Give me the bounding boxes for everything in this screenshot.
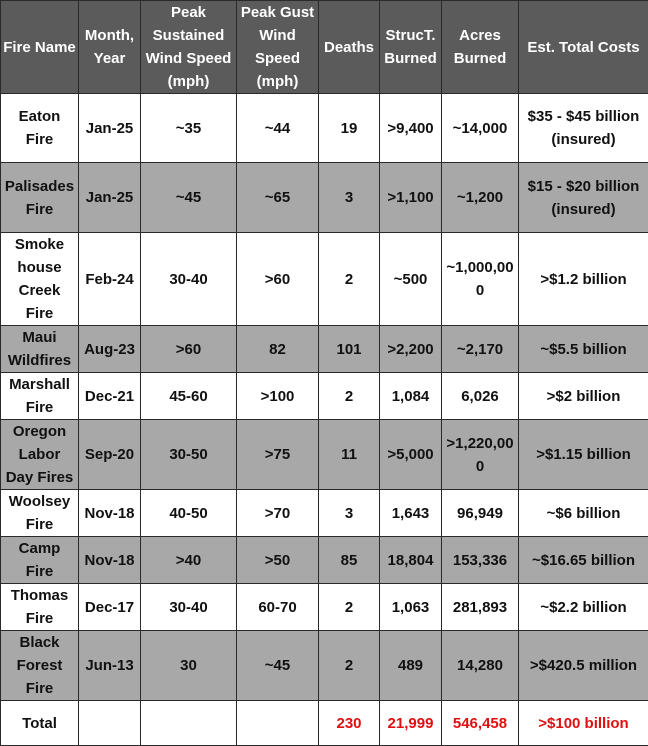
empty-cell — [79, 701, 141, 746]
fire-name-cell: Oregon Labor Day Fires — [1, 420, 79, 490]
sustained-wind-cell: ~45 — [141, 163, 237, 233]
cost-cell: $35 - $45 billion (insured) — [519, 94, 648, 163]
header-structures-burned: StrucT. Burned — [380, 1, 442, 94]
fire-name-cell: Smoke house Creek Fire — [1, 233, 79, 326]
structures-cell: >9,400 — [380, 94, 442, 163]
structures-cell: >1,100 — [380, 163, 442, 233]
deaths-cell: 3 — [319, 490, 380, 537]
cost-cell: $15 - $20 billion (insured) — [519, 163, 648, 233]
structures-cell: 1,063 — [380, 584, 442, 631]
structures-cell: >5,000 — [380, 420, 442, 490]
acres-cell: 281,893 — [442, 584, 519, 631]
structures-cell: 489 — [380, 631, 442, 701]
acres-cell: ~1,200 — [442, 163, 519, 233]
acres-cell: 96,949 — [442, 490, 519, 537]
date-cell: Jan-25 — [79, 163, 141, 233]
table-row — [1, 373, 648, 420]
gust-wind-cell: ~65 — [237, 163, 319, 233]
sustained-wind-cell: 40-50 — [141, 490, 237, 537]
header-month-year: Month, Year — [79, 1, 141, 94]
cost-cell: ~$2.2 billion — [519, 584, 648, 631]
table-row — [1, 537, 648, 584]
acres-cell: 14,280 — [442, 631, 519, 701]
cost-cell: >$1.15 billion — [519, 420, 648, 490]
table-row — [1, 163, 648, 233]
sustained-wind-cell: 30-40 — [141, 584, 237, 631]
empty-cell — [141, 701, 237, 746]
acres-cell: 153,336 — [442, 537, 519, 584]
sustained-wind-cell: 45-60 — [141, 373, 237, 420]
date-cell: Jan-25 — [79, 94, 141, 163]
acres-cell: ~1,000,000 — [442, 233, 519, 326]
fire-name-cell: Camp Fire — [1, 537, 79, 584]
sustained-wind-cell: 30-50 — [141, 420, 237, 490]
cost-cell: ~$16.65 billion — [519, 537, 648, 584]
structures-cell: 1,643 — [380, 490, 442, 537]
deaths-cell: 19 — [319, 94, 380, 163]
sustained-wind-cell: 30 — [141, 631, 237, 701]
cost-cell: >$1.2 billion — [519, 233, 648, 326]
header-fire-name: Fire Name — [1, 1, 79, 94]
table-row — [1, 490, 648, 537]
table-row — [1, 233, 648, 326]
deaths-cell: 85 — [319, 537, 380, 584]
sustained-wind-cell: ~35 — [141, 94, 237, 163]
gust-wind-cell: 82 — [237, 326, 319, 373]
structures-cell: ~500 — [380, 233, 442, 326]
acres-cell: ~14,000 — [442, 94, 519, 163]
deaths-cell: 2 — [319, 373, 380, 420]
cost-cell: >$2 billion — [519, 373, 648, 420]
header-deaths: Deaths — [319, 1, 380, 94]
date-cell: Nov-18 — [79, 490, 141, 537]
total-cost: >$100 billion — [519, 701, 648, 746]
sustained-wind-cell: >40 — [141, 537, 237, 584]
structures-cell: 18,804 — [380, 537, 442, 584]
header-peak-gust: Peak Gust Wind Speed (mph) — [237, 1, 319, 94]
fire-name-cell: Thomas Fire — [1, 584, 79, 631]
deaths-cell: 101 — [319, 326, 380, 373]
date-cell: Jun-13 — [79, 631, 141, 701]
table-row — [1, 326, 648, 373]
structures-cell: >2,200 — [380, 326, 442, 373]
date-cell: Aug-23 — [79, 326, 141, 373]
date-cell: Dec-17 — [79, 584, 141, 631]
deaths-cell: 2 — [319, 584, 380, 631]
gust-wind-cell: >70 — [237, 490, 319, 537]
header-row — [1, 1, 648, 94]
date-cell: Feb-24 — [79, 233, 141, 326]
total-structures: 21,999 — [380, 701, 442, 746]
table-row — [1, 94, 648, 163]
table-row — [1, 584, 648, 631]
deaths-cell: 3 — [319, 163, 380, 233]
acres-cell: 6,026 — [442, 373, 519, 420]
cost-cell: ~$6 billion — [519, 490, 648, 537]
total-row — [1, 701, 648, 746]
gust-wind-cell: >60 — [237, 233, 319, 326]
fire-name-cell: Woolsey Fire — [1, 490, 79, 537]
date-cell: Sep-20 — [79, 420, 141, 490]
gust-wind-cell: ~45 — [237, 631, 319, 701]
deaths-cell: 2 — [319, 631, 380, 701]
fire-name-cell: Marshall Fire — [1, 373, 79, 420]
fire-name-cell: Palisades Fire — [1, 163, 79, 233]
gust-wind-cell: >50 — [237, 537, 319, 584]
table-row — [1, 631, 648, 701]
gust-wind-cell: >100 — [237, 373, 319, 420]
cost-cell: >$420.5 million — [519, 631, 648, 701]
table-row — [1, 420, 648, 490]
fire-name-cell: Eaton Fire — [1, 94, 79, 163]
deaths-cell: 11 — [319, 420, 380, 490]
acres-cell: >1,220,000 — [442, 420, 519, 490]
header-est-total-costs: Est. Total Costs — [519, 1, 648, 94]
gust-wind-cell: 60-70 — [237, 584, 319, 631]
gust-wind-cell: >75 — [237, 420, 319, 490]
empty-cell — [237, 701, 319, 746]
total-deaths: 230 — [319, 701, 380, 746]
fire-name-cell: Black Forest Fire — [1, 631, 79, 701]
cost-cell: ~$5.5 billion — [519, 326, 648, 373]
sustained-wind-cell: >60 — [141, 326, 237, 373]
acres-cell: ~2,170 — [442, 326, 519, 373]
header-peak-sustained: Peak Sustained Wind Speed (mph) — [141, 1, 237, 94]
fire-name-cell: Maui Wildfires — [1, 326, 79, 373]
structures-cell: 1,084 — [380, 373, 442, 420]
sustained-wind-cell: 30-40 — [141, 233, 237, 326]
date-cell: Nov-18 — [79, 537, 141, 584]
total-acres: 546,458 — [442, 701, 519, 746]
gust-wind-cell: ~44 — [237, 94, 319, 163]
deaths-cell: 2 — [319, 233, 380, 326]
header-acres-burned: Acres Burned — [442, 1, 519, 94]
total-label: Total — [1, 701, 79, 746]
date-cell: Dec-21 — [79, 373, 141, 420]
